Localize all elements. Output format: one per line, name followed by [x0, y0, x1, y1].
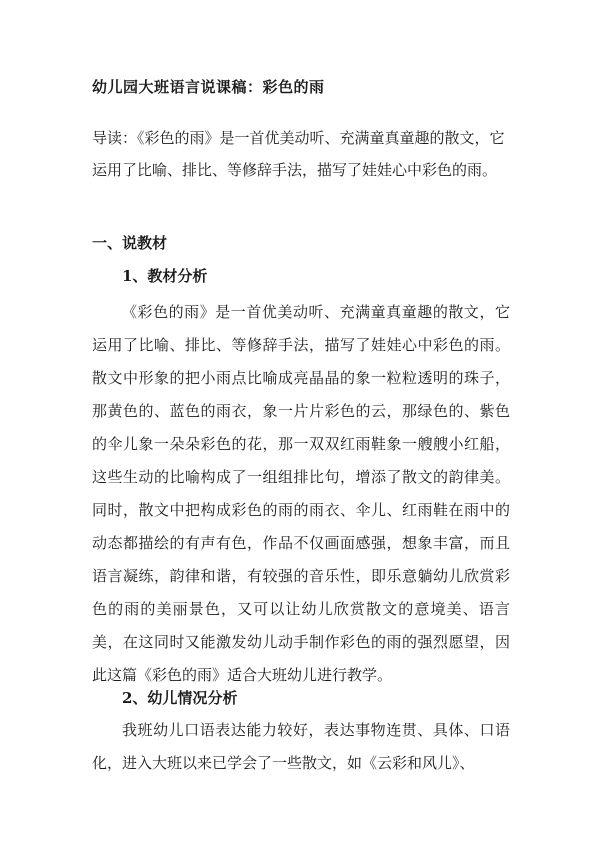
section-heading-teaching-material: 一、说教材	[92, 234, 168, 252]
children-analysis-paragraph: 我班幼儿口语表达能力较好，表达事物连贯、具体、口语化，进入大班以来已学会了一些散文，如《云彩和风儿》、	[92, 721, 510, 772]
material-analysis-paragraph: 《彩色的雨》是一首优美动听、充满童真童趣的散文，它运用了比喻、排比、等修辞手法，描写了娃娃心中彩色的雨。散文中形象的把小雨点比喻成亮晶晶的象一粒粒透明的珠子，那黄色的、蓝色的雨衣，象一片片彩色的云，那绿色的、紫色的伞儿象一朵朵彩色的花，那一双双红雨鞋象一艘艘小红船，这些生动的比喻构成了一组组排比句，增添了散文的韵律美。同时，散文中把构成彩色的雨的雨衣、伞儿、红雨鞋在雨中的动态都描绘的有声有色，作品不仅画面感强，想象丰富，而且语言凝练，韵律和谐，有较强的音乐性，即乐意躺幼儿欣赏彩色的雨的美丽景色，又可以让幼儿欣赏散文的意境美、语言美，在这同时又能激发幼儿动手制作彩色的雨的强烈愿望，因此这篇《彩色的雨》适合大班幼儿进行教学。	[92, 303, 510, 684]
document-title: 幼儿园大班语言说课稿：彩色的雨	[92, 78, 325, 96]
subsection-heading-material-analysis: 1、教材分析	[122, 267, 208, 285]
intro-paragraph: 导读：《彩色的雨》是一首优美动听、充满童真童趣的散文，它运用了比喻、排比、等修辞手法，描写了娃娃心中彩色的雨。	[92, 129, 505, 179]
subsection-heading-children-analysis: 2、幼儿情况分析	[122, 689, 238, 707]
